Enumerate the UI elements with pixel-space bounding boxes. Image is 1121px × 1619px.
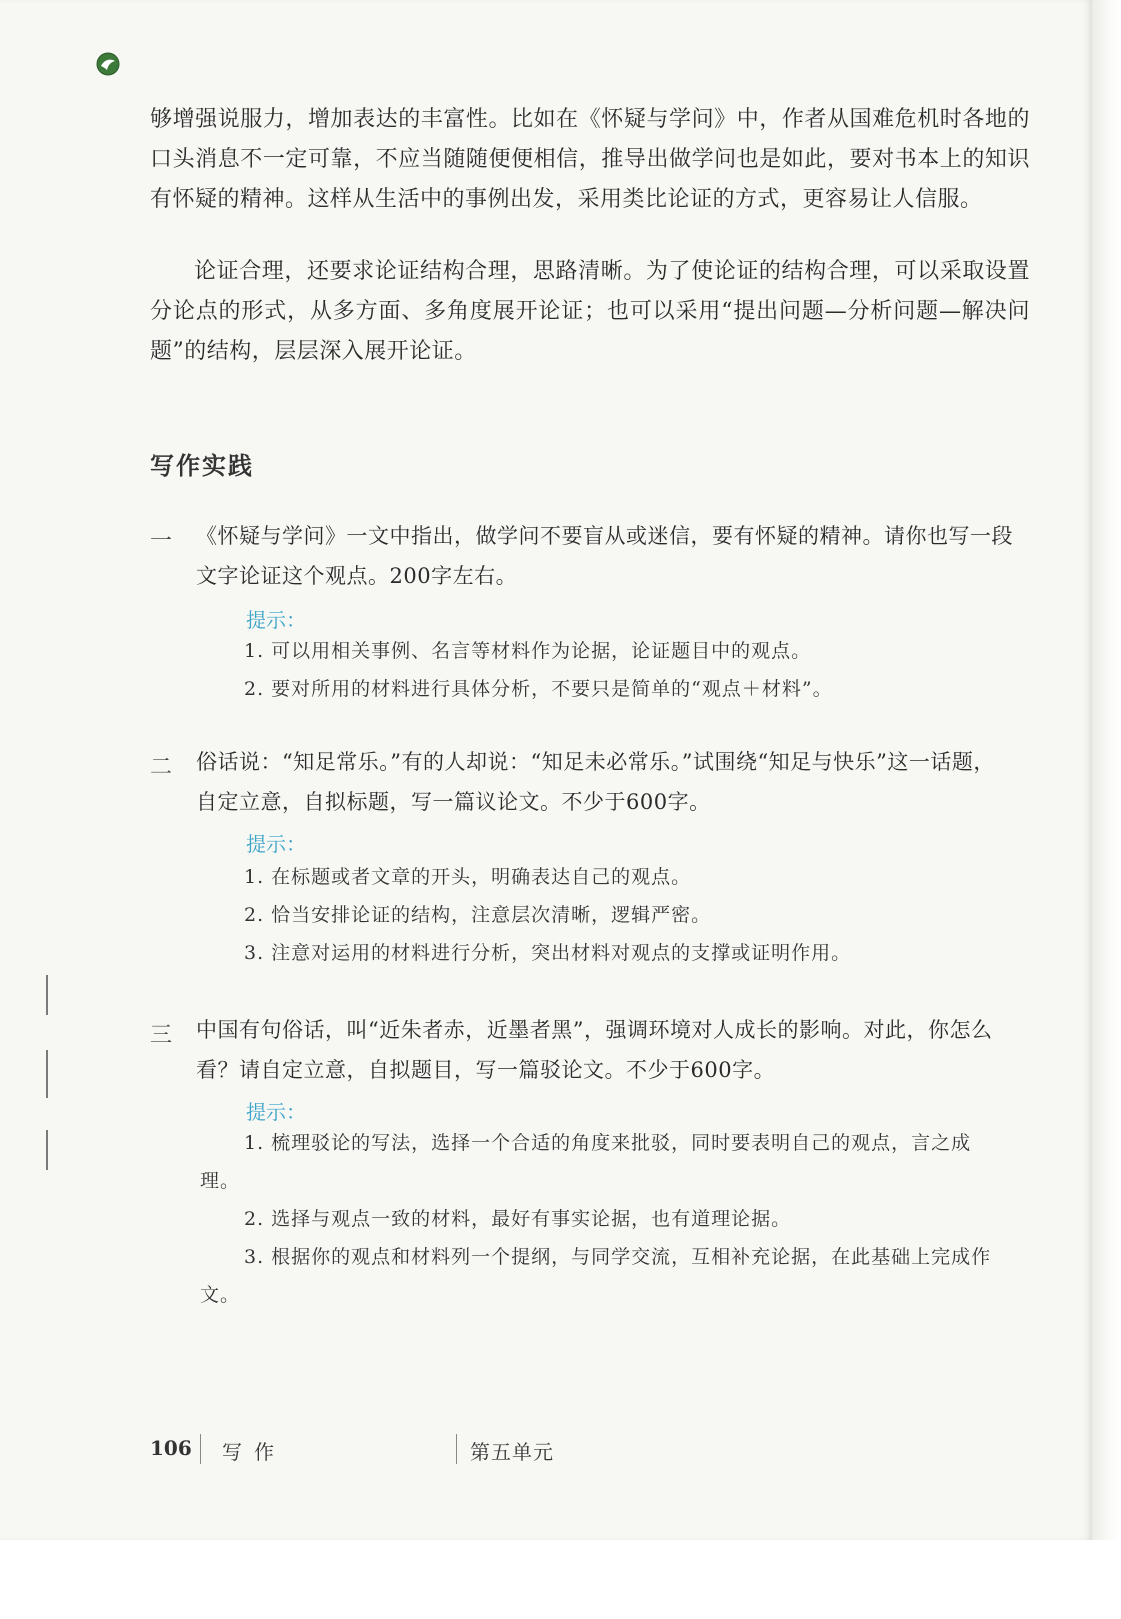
exercise-3-number: 三 xyxy=(150,1023,173,1048)
footer-section: 写作 xyxy=(222,1440,286,1464)
section-title: 写作实践 xyxy=(150,451,254,480)
exercise-3-hint-1: 1. 梳理驳论的写法，选择一个合适的角度来批驳，同时要表明自己的观点，言之成理。 xyxy=(200,1132,972,1192)
exercise-2-hint-3: 3. 注意对运用的材料进行分析，突出材料对观点的支撑或证明作用。 xyxy=(244,942,852,964)
exercise-1-hint-2: 2. 要对所用的材料进行具体分析，不要只是简单的“观点＋材料”。 xyxy=(244,678,833,700)
exercise-2-number: 二 xyxy=(150,755,173,780)
globe-logo-icon xyxy=(96,52,120,76)
margin-line-1 xyxy=(46,975,48,1015)
margin-line-2 xyxy=(46,1050,48,1098)
exercise-2-hint-label: 提示： xyxy=(246,832,306,856)
body-paragraph-2: 论证合理，还要求论证结构合理，思路清晰。为了使论证的结构合理，可以采取设置分论点的形式，从多方面、多角度展开论证；也可以采用“提出问题—分析问题—解决问题”的结构，层层深入展开论证。 xyxy=(150,259,1030,364)
margin-line-3 xyxy=(46,1130,48,1170)
footer-page-number: 106 xyxy=(150,1436,192,1460)
exercise-2-hint-1: 1. 在标题或者文章的开头，明确表达自己的观点。 xyxy=(244,866,692,888)
body-paragraph-1: 够增强说服力，增加表达的丰富性。比如在《怀疑与学问》中，作者从国难危机时各地的口头消息不一定可靠，不应当随随便便相信，推导出做学问也是如此，要对书本上的知识有怀疑的精神。这样从生活中的事例出发，采用类比论证的方式，更容易让人信服。 xyxy=(150,107,1030,212)
exercise-1-text: 《怀疑与学问》一文中指出，做学问不要盲从或迷信，要有怀疑的精神。请你也写一段文字论证这个观点。200字左右。 xyxy=(196,524,1013,588)
footer-unit: 第五单元 xyxy=(470,1440,554,1464)
exercise-2-text: 俗话说：“知足常乐。”有的人却说：“知足未必常乐。”试围绕“知足与快乐”这一话题，自定立意，自拟标题，写一篇议论文。不少于600字。 xyxy=(196,750,995,814)
exercise-3-hint-2: 2. 选择与观点一致的材料，最好有事实论据，也有道理论据。 xyxy=(244,1208,792,1230)
exercise-3-hint-label: 提示： xyxy=(246,1100,306,1124)
page-edge xyxy=(1092,0,1121,1540)
exercise-1-hint-label: 提示： xyxy=(246,608,306,632)
footer-divider-1 xyxy=(200,1434,201,1464)
exercise-1-number: 一 xyxy=(150,529,173,554)
footer-divider-2 xyxy=(456,1434,457,1464)
exercise-3-text: 中国有句俗话，叫“近朱者赤，近墨者黑”，强调环境对人成长的影响。对此，你怎么看？请自定立意，自拟题目，写一篇驳论文。不少于600字。 xyxy=(196,1018,993,1082)
exercise-3-hint-3: 3. 根据你的观点和材料列一个提纲，与同学交流，互相补充论据，在此基础上完成作文。 xyxy=(200,1246,992,1306)
exercise-1-hint-1: 1. 可以用相关事例、名言等材料作为论据，论证题目中的观点。 xyxy=(244,640,812,662)
exercise-2-hint-2: 2. 恰当安排论证的结构，注意层次清晰，逻辑严密。 xyxy=(244,904,712,926)
